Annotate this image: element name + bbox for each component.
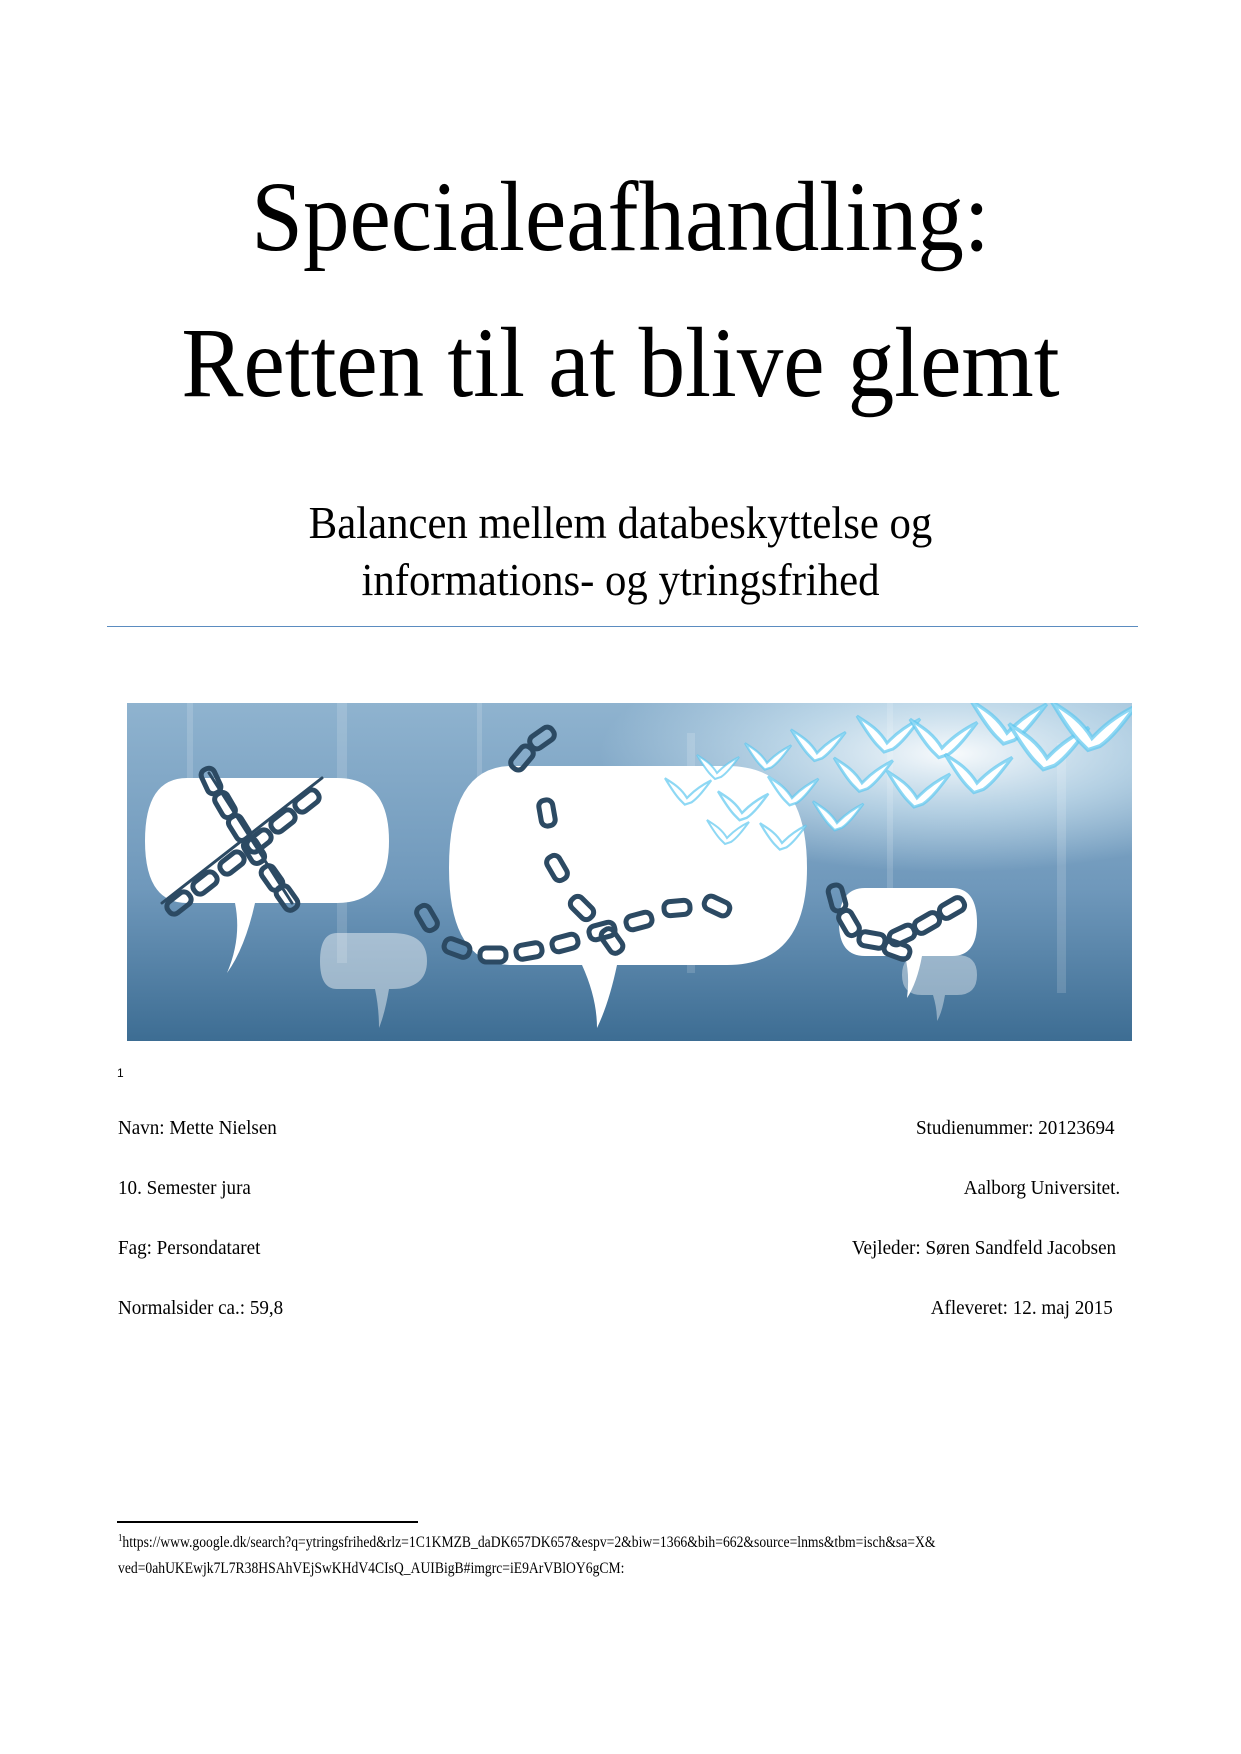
- footnote-url-part-2[interactable]: ved=0ahUKEwjk7L7R38HSAhVEjSwKHdV4CIsQ_AUIBigB#imgrc=iE9ArVBlOY6gCM:: [118, 1560, 625, 1577]
- footnote-line-2: [118, 1560, 624, 1578]
- image-footnote-marker: 1: [117, 1066, 124, 1080]
- cover-image: [127, 703, 1132, 1041]
- subtitle-line-2: informations- og ytringsfrihed: [361, 554, 880, 605]
- university: Aalborg Universitet.: [963, 1177, 1120, 1199]
- footnote-separator: [117, 1521, 418, 1523]
- subject: Fag: Persondataret: [118, 1237, 261, 1259]
- title-line-1: Specialeafhandling:: [251, 161, 990, 272]
- semester: 10. Semester jura: [118, 1177, 251, 1199]
- title-line-2: Retten til at blive glemt: [181, 307, 1060, 418]
- footnote-url-part-1[interactable]: https://www.google.dk/search?q=ytringsfrihed&rlz=1C1KMZB_daDK657DK657&espv=2&biw=1366&bih=662&source=lnms&tbm=isch&sa=X&: [122, 1534, 936, 1551]
- subtitle-line-1: Balancen mellem databeskyttelse og: [308, 497, 933, 548]
- student-number: Studienummer: 20123694: [916, 1117, 1115, 1139]
- page-count: Normalsider ca.: 59,8: [118, 1297, 284, 1319]
- footnote-line-1: [118, 1533, 935, 1552]
- author-name: Navn: Mette Nielsen: [118, 1117, 277, 1139]
- title-divider: [107, 626, 1138, 627]
- submission-date: Afleveret: 12. maj 2015: [930, 1297, 1113, 1319]
- chained-speech-bubbles-illustration: [127, 703, 1132, 1041]
- supervisor: Vejleder: Søren Sandfeld Jacobsen: [851, 1237, 1116, 1259]
- footnote-marker: 1: [118, 1533, 123, 1544]
